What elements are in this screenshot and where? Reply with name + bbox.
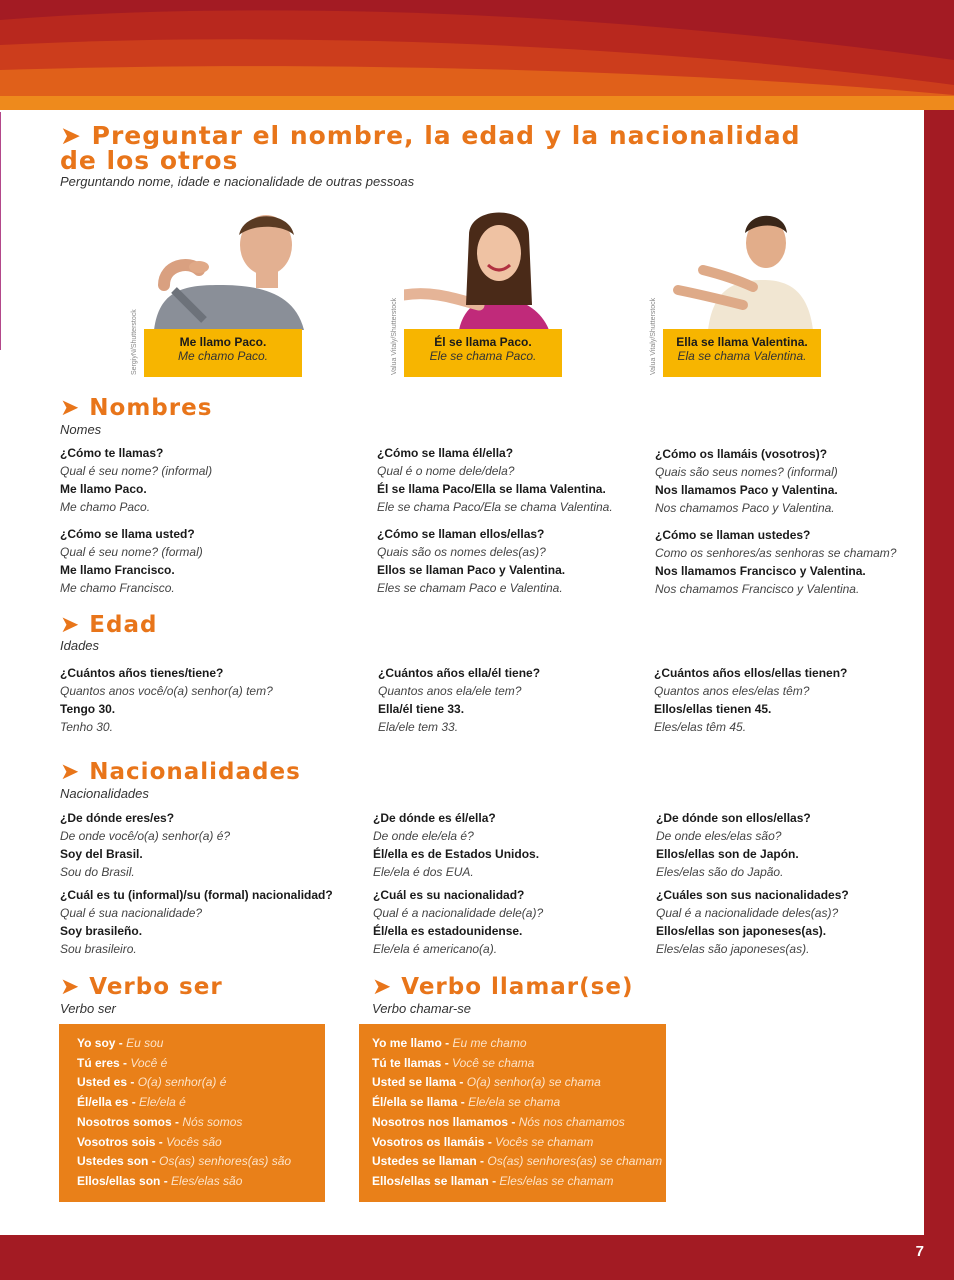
answer-es: Ellos/ellas son de Japón.	[656, 847, 799, 861]
question-pt: De onde você/o(a) senhor(a) é?	[60, 829, 231, 843]
phrase-block	[60, 525, 345, 597]
question-es: ¿Cómo te llamas?	[60, 446, 164, 460]
question-pt: Qual é a nacionalidade deles(as)?	[656, 906, 839, 920]
conjugation-row: Ustedes se llaman - Os(as) senhores(as) se chamam	[372, 1154, 663, 1169]
conjugation-row: Vosotros os llamáis - Vocês se chamam	[372, 1134, 594, 1149]
conjugation-row: Ellos/ellas se llaman - Eles/elas se chamam	[372, 1173, 614, 1188]
answer-pt: Sou do Brasil.	[60, 865, 135, 879]
answer-es: Ellos/ellas tienen 45.	[654, 702, 772, 716]
question-es: ¿Cuántos años ella/él tiene?	[378, 666, 541, 680]
answer-pt: Nos chamamos Paco y Valentina.	[655, 501, 835, 515]
phrase-block	[655, 526, 940, 598]
header-banner	[0, 0, 954, 110]
answer-es: Me llamo Paco.	[60, 482, 147, 496]
question-pt: Quantos anos eles/elas têm?	[654, 684, 810, 698]
question-es: ¿Cuántos años tienes/tiene?	[60, 666, 224, 680]
phrase-block	[656, 886, 941, 958]
question-es: ¿Cómo se llama usted?	[60, 527, 195, 541]
conjugation-row: Yo soy - Eu sou	[77, 1036, 164, 1050]
phrase-block	[60, 664, 345, 736]
question-es: ¿Cómo se llama él/ella?	[377, 446, 514, 460]
answer-es: Ella/él tiene 33.	[378, 702, 465, 716]
answer-es: Tengo 30.	[60, 702, 116, 716]
question-pt: Qual é seu nome? (formal)	[60, 545, 203, 559]
question-es: ¿De dónde eres/es?	[60, 811, 175, 825]
conjugation-row: Él/ella se llama - Ele/ela se chama	[372, 1095, 561, 1110]
section-subtitle-nacionalidades: Nacionalidades	[60, 786, 149, 801]
caption-pt: Me chamo Paco.	[177, 349, 269, 363]
answer-es: Soy del Brasil.	[60, 847, 143, 861]
photo-credit: Valua Vitaly/Shutterstock	[391, 297, 398, 375]
answer-pt: Eles se chamam Paco e Valentina.	[377, 581, 563, 595]
question-pt: De onde eles/elas são?	[656, 829, 782, 843]
conjugation-row: Él/ella es - Ele/ela é	[77, 1095, 186, 1110]
question-es: ¿Cuál es su nacionalidad?	[373, 888, 525, 902]
question-es: ¿Cómo os llamáis (vosotros)?	[655, 447, 828, 461]
question-pt: Qual é a nacionalidade dele(a)?	[373, 906, 544, 920]
answer-pt: Eles/elas são do Japão.	[656, 865, 784, 879]
answer-es: Soy brasileño.	[60, 924, 143, 938]
phrase-block	[377, 444, 662, 516]
section-title-verbo-ser: ➤ Verbo ser	[60, 974, 223, 1000]
verbo-llamar-box	[359, 1024, 666, 1202]
answer-pt: Nos chamamos Francisco y Valentina.	[655, 582, 860, 596]
photo-credit: Valua Vitaly/Shutterstock	[650, 297, 657, 375]
question-pt: Qual é o nome dele/dela?	[377, 464, 515, 478]
answer-es: Ellos/ellas son japoneses(as).	[656, 924, 827, 938]
answer-es: Él se llama Paco/Ella se llama Valentina.	[377, 482, 606, 496]
answer-pt: Eles/elas são japoneses(as).	[656, 942, 810, 956]
conjugation-row: Yo me llamo - Eu me chamo	[372, 1036, 527, 1050]
question-es: ¿Cuáles son sus nacionalidades?	[656, 888, 849, 902]
phrase-block	[373, 886, 658, 958]
phrase-block	[373, 809, 658, 881]
phrase-block	[60, 886, 345, 958]
photo-credit: SergiyN/Shutterstock	[131, 309, 138, 375]
section-title-edad: ➤ Edad	[60, 612, 158, 638]
section-title-nacionalidades: ➤ Nacionalidades	[60, 759, 301, 785]
answer-es: Nos llamamos Paco y Valentina.	[655, 483, 838, 497]
photo-man	[663, 205, 833, 330]
conjugation-row: Ellos/ellas son - Eles/elas são	[77, 1173, 243, 1188]
answer-es: Ellos se llaman Paco y Valentina.	[377, 563, 566, 577]
answer-pt: Ele se chama Paco/Ela se chama Valentina.	[377, 500, 613, 514]
answer-pt: Tenho 30.	[60, 720, 113, 734]
photo-boy	[144, 205, 314, 330]
caption-pt: Ela se chama Valentina.	[677, 349, 807, 363]
answer-pt: Ele/ela é americano(a).	[373, 942, 498, 956]
question-es: ¿Cómo se llaman ellos/ellas?	[377, 527, 545, 541]
phrase-block	[377, 525, 662, 597]
conjugation-row: Vosotros sois - Vocês são	[77, 1134, 222, 1149]
photo-caption	[663, 329, 821, 377]
answer-es: Nos llamamos Francisco y Valentina.	[655, 564, 866, 578]
conjugation-row: Nosotros nos llamamos - Nós nos chamamos	[372, 1114, 625, 1129]
section-title-nombres: ➤ Nombres	[60, 395, 213, 421]
caption-pt: Ele se chama Paco.	[429, 349, 537, 363]
answer-es: Me llamo Francisco.	[60, 563, 175, 577]
section-subtitle-verbo-llamar: Verbo chamar-se	[372, 1001, 471, 1016]
phrase-block	[656, 809, 941, 881]
question-pt: Qual é seu nome? (informal)	[60, 464, 213, 478]
caption-es: Me llamo Paco.	[179, 335, 267, 349]
conjugation-row: Nosotros somos - Nós somos	[77, 1114, 243, 1129]
answer-es: Él/ella es estadounidense.	[373, 924, 523, 938]
phrase-block	[655, 445, 940, 517]
phrase-block	[378, 664, 663, 736]
left-rule	[0, 112, 1, 350]
caption-es: Él se llama Paco.	[434, 335, 532, 349]
answer-pt: Sou brasileiro.	[60, 942, 137, 956]
page-number: 7	[915, 1243, 924, 1260]
section-subtitle-edad: Idades	[60, 638, 100, 653]
question-pt: Como os senhores/as senhoras se chamam?	[655, 546, 897, 560]
question-pt: Quais são seus nomes? (informal)	[655, 465, 838, 479]
section-subtitle-verbo-ser: Verbo ser	[60, 1001, 116, 1016]
phrase-block	[654, 664, 939, 736]
phrase-block	[60, 809, 345, 881]
conjugation-row: Ustedes son - Os(as) senhores(as) são	[77, 1154, 292, 1169]
photo-caption	[404, 329, 562, 377]
answer-pt: Ele/ela é dos EUA.	[373, 865, 474, 879]
question-es: ¿Cuál es tu (informal)/su (formal) nacionalidad?	[60, 888, 333, 902]
footer-band	[0, 1235, 954, 1280]
conjugation-row: Tú eres - Você é	[77, 1055, 168, 1070]
question-es: ¿Cuántos años ellos/ellas tienen?	[654, 666, 848, 680]
answer-pt: Eles/elas têm 45.	[654, 720, 747, 734]
conjugation-row: Usted se llama - O(a) senhor(a) se chama	[372, 1075, 601, 1090]
question-pt: Quantos anos ela/ele tem?	[378, 684, 522, 698]
answer-pt: Ela/ele tem 33.	[378, 720, 459, 734]
phrase-block	[60, 444, 345, 516]
page-title-line2: de los otros	[60, 146, 239, 175]
section-title-verbo-llamar: ➤ Verbo llamar(se)	[372, 974, 634, 1000]
question-es: ¿Cómo se llaman ustedes?	[655, 528, 811, 542]
photo-girl	[404, 205, 574, 330]
answer-pt: Me chamo Francisco.	[60, 581, 175, 595]
conjugation-row: Usted es - O(a) senhor(a) é	[77, 1075, 227, 1090]
verbo-ser-box	[59, 1024, 325, 1202]
section-subtitle-nombres: Nomes	[60, 422, 102, 437]
answer-es: Él/ella es de Estados Unidos.	[373, 847, 540, 861]
question-es: ¿De dónde son ellos/ellas?	[656, 811, 811, 825]
page-subtitle: Perguntando nome, idade e nacionalidade de outras pessoas	[60, 174, 415, 189]
conjugation-row: Tú te llamas - Você se chama	[372, 1055, 535, 1070]
answer-pt: Me chamo Paco.	[60, 500, 151, 514]
caption-es: Ella se llama Valentina.	[676, 335, 808, 349]
question-pt: Qual é sua nacionalidade?	[60, 906, 203, 920]
question-es: ¿De dónde es él/ella?	[373, 811, 496, 825]
page-title: ➤ Preguntar el nombre, la edad y la nacionalidad	[60, 121, 801, 150]
question-pt: Quantos anos você/o(a) senhor(a) tem?	[60, 684, 273, 698]
question-pt: Quais são os nomes deles(as)?	[377, 545, 546, 559]
photo-caption	[144, 329, 302, 377]
question-pt: De onde ele/ela é?	[373, 829, 474, 843]
